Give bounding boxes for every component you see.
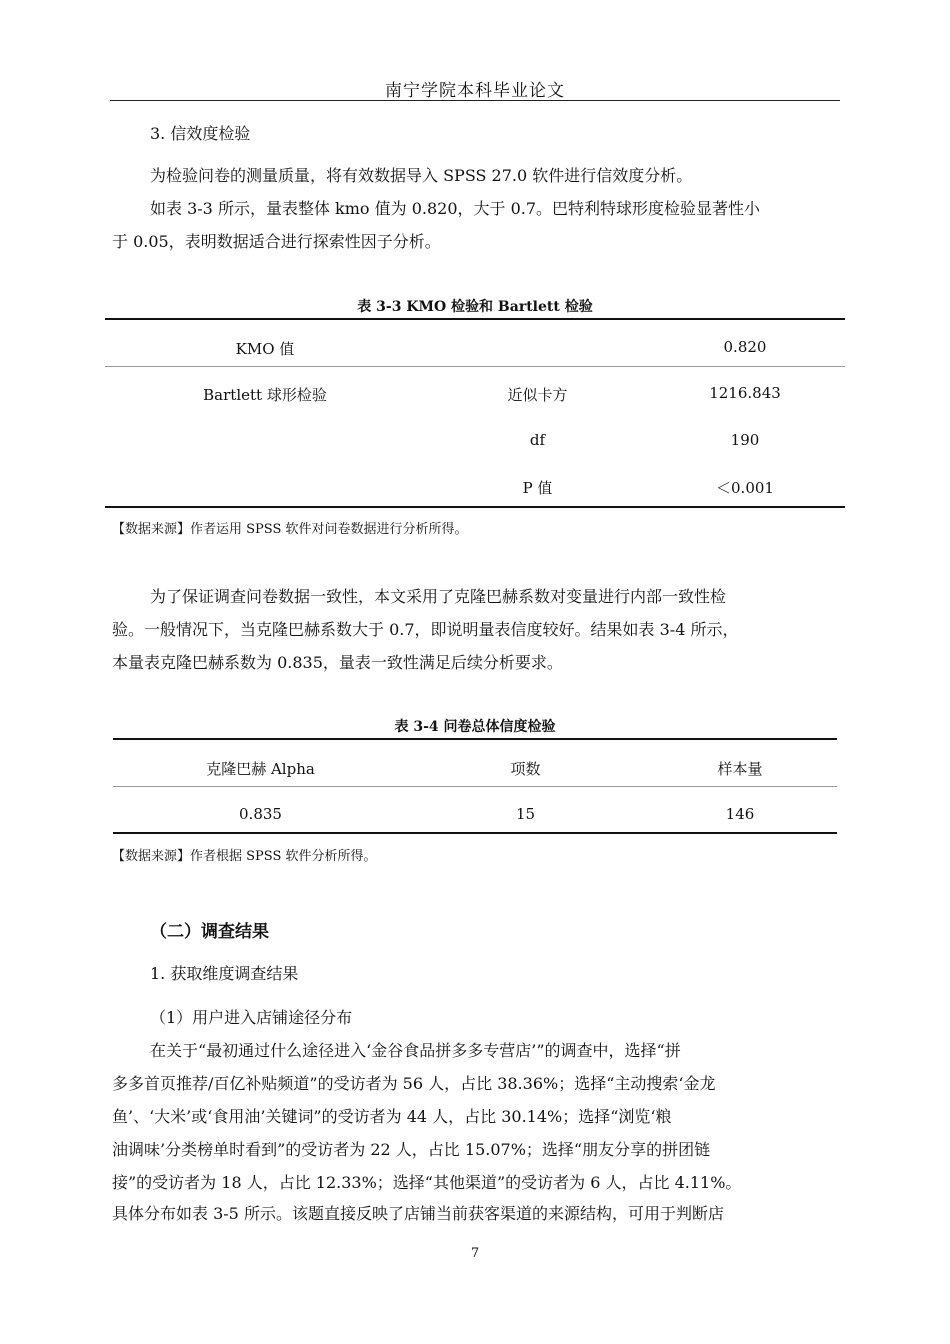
table-cell-value: 1216.843: [709, 384, 781, 402]
table-source-note: 【数据来源】作者根据 SPSS 软件分析所得。: [112, 849, 377, 864]
table-row-rule: [105, 366, 845, 367]
paragraph: 油调味’分类榜单时看到”的受访者为 22 人，占比 15.07%；选择“朋友分享的拼团链: [112, 1140, 711, 1159]
table-bottom-rule: [105, 506, 845, 508]
paragraph: 如表 3-3 所示，量表整体 kmo 值为 0.820，大于 0.7。巴特利特球形度检验显著性小: [150, 199, 761, 218]
table-cell-value: 190: [730, 431, 760, 449]
paragraph: 具体分布如表 3-5 所示。该题直接反映了店铺当前获客渠道的来源结构，可用于判断店: [112, 1204, 724, 1223]
table-cell: 0.835: [239, 805, 282, 823]
table-cell: 146: [725, 805, 755, 823]
table-cell-stat: P 值: [522, 479, 553, 497]
page-number: 7: [470, 1246, 480, 1261]
subsection-heading: 1. 获取维度调查结果: [150, 964, 299, 983]
kmo-value: 0.820: [723, 338, 767, 356]
subsection-heading: （1）用户进入店铺途径分布: [150, 1008, 353, 1027]
table-header-cell: 克隆巴赫 Alpha: [206, 760, 315, 778]
table-top-rule: [105, 318, 845, 320]
paragraph: 验。一般情况下，当克隆巴赫系数大于 0.7，即说明量表信度较好。结果如表 3-4 所示，: [112, 620, 739, 639]
table-source-note: 【数据来源】作者运用 SPSS 软件对问卷数据进行分析所得。: [112, 522, 468, 537]
table-cell-stat: 近似卡方: [507, 386, 568, 404]
section-heading: 3. 信效度检验: [150, 124, 251, 143]
paragraph: 接”的受访者为 18 人，占比 12.33%；选择“其他渠道”的受访者为 6 人，占比 4.11%。: [112, 1173, 742, 1192]
paragraph: 为检验问卷的测量质量，将有效数据导入 SPSS 27.0 软件进行信效度分析。: [150, 166, 693, 185]
paragraph: 于 0.05，表明数据适合进行探索性因子分析。: [112, 232, 441, 251]
paragraph: 为了保证调查问卷数据一致性，本文采用了克隆巴赫系数对变量进行内部一致性检: [150, 587, 727, 606]
table-top-rule: [113, 738, 837, 740]
table-header-cell: 项数: [510, 760, 541, 778]
paragraph: 本量表克隆巴赫系数为 0.835，量表一致性满足后续分析要求。: [112, 653, 563, 672]
table-cell-stat: df: [529, 431, 546, 449]
table-bottom-rule: [113, 832, 837, 834]
table-header-cell: 样本量: [717, 760, 763, 778]
table-caption: 表 3-4 问卷总体信度检验: [394, 719, 556, 735]
paragraph: 鱼’、‘大米’或‘食用油’关键词”的受访者为 44 人，占比 30.14%；选择“浏览‘粮: [112, 1107, 672, 1126]
bartlett-label: Bartlett 球形检验: [203, 386, 327, 404]
table-cell: 15: [515, 805, 536, 823]
paragraph: 在关于“最初通过什么途径进入‘金谷食品拼多多专营店’”的调查中，选择“拼: [150, 1041, 681, 1060]
table-cell-value: ＜0.001: [716, 479, 774, 497]
section-heading: （二）调查结果: [150, 922, 269, 942]
table-caption: 表 3-3 KMO 检验和 Bartlett 检验: [357, 299, 593, 315]
page-header-title: 南宁学院本科毕业论文: [385, 81, 565, 101]
paragraph: 多多首页推荐/百亿补贴频道”的受访者为 56 人，占比 38.36%；选择“主动搜索‘金龙: [112, 1074, 716, 1093]
header-rule: [110, 100, 840, 101]
kmo-label: KMO 值: [235, 340, 295, 358]
table-row-rule: [113, 786, 837, 787]
